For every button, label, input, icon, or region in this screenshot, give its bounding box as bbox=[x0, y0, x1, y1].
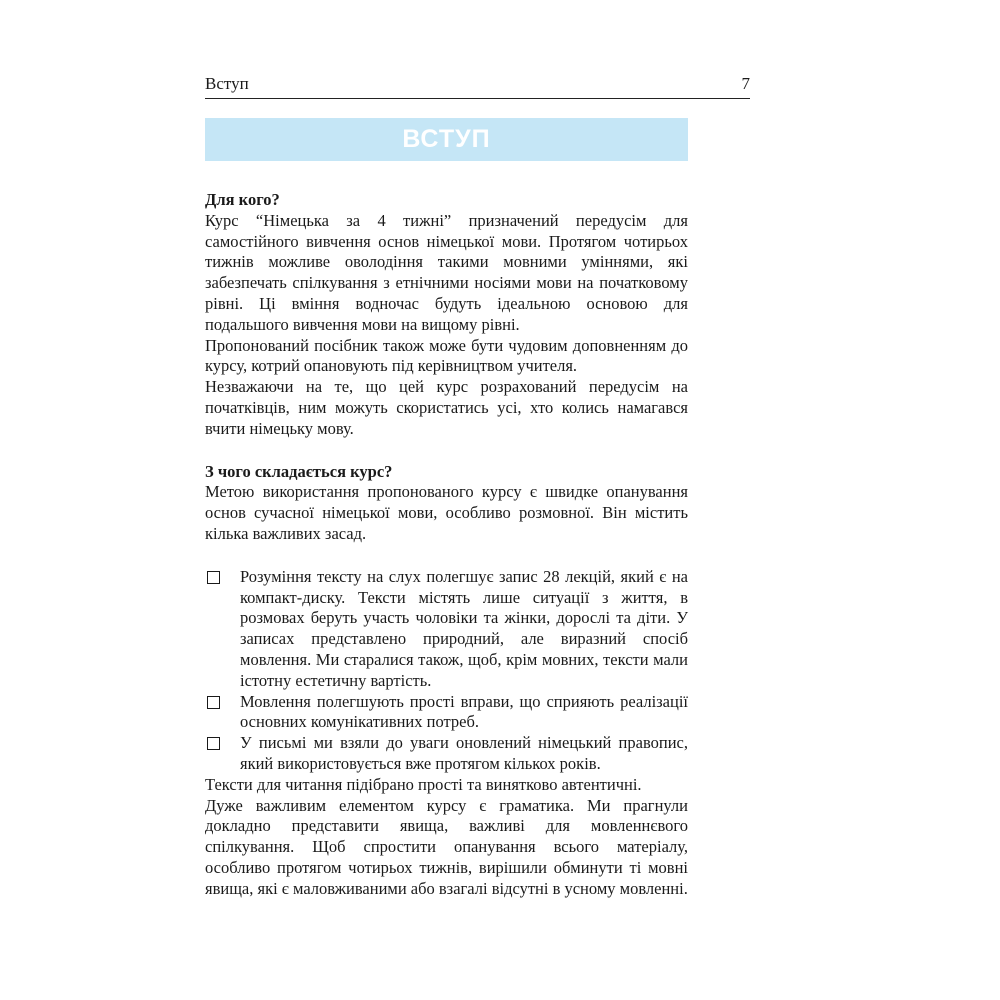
paragraph: Дуже важливим елементом курсу є граматика. Ми прагнули докладно представити явища, важливі для мовленнєвого спілкування. Щоб спростити опанування всього матеріалу, особливо протягом чотирьох тижнів, вирішили обминути ті мовні явища, які є маловживаними або взагалі відсутні в усному мовленні. bbox=[205, 795, 688, 898]
chapter-banner bbox=[205, 118, 688, 161]
list-item bbox=[205, 733, 688, 775]
running-header bbox=[205, 74, 750, 99]
feature-list bbox=[205, 567, 688, 775]
paragraph: Незважаючи на те, що цей курс розрахований передусім на початківців, ним можуть скористатись усі, хто колись намагався вчити німецьку мову. bbox=[205, 377, 688, 438]
checkbox-square-icon bbox=[207, 737, 220, 750]
checkbox-square-icon bbox=[207, 696, 220, 709]
paragraph: Пропонований посібник також може бути чудовим доповненням до курсу, котрий опановують під керівництвом учителя. bbox=[205, 335, 688, 376]
checkbox-square-icon bbox=[207, 571, 220, 584]
list-item bbox=[205, 692, 688, 734]
chapter-title: ВСТУП bbox=[402, 125, 491, 153]
paragraph: Курс “Німецька за 4 тижні” призначений передусім для самостійного вивчення основ німецької мови. Протягом чотирьох тижнів можливе оволодіння такими мовними уміннями, які забезпечать спілкування з етнічними носіями мови на початковому рівні. Ці вміння водночас будуть ідеальною основою для подальшого вивчення мови на вищому рівні. bbox=[205, 210, 688, 334]
page-body bbox=[205, 190, 688, 900]
section-heading-who: Для кого? bbox=[205, 190, 280, 209]
section-title: Вступ bbox=[205, 74, 249, 93]
page-number: 7 bbox=[741, 74, 750, 93]
list-item-text: Мовлення полегшують прості вправи, що сприяють реалізації основних комунікативних потреб. bbox=[240, 691, 688, 732]
paragraph: Метою використання пропонованого курсу є швидке опанування основ сучасної німецької мови, особливо розмовної. Він містить кілька важливих засад. bbox=[205, 482, 688, 543]
list-item-text: У письмі ми взяли до уваги оновлений німецький правопис, який використовується вже протягом кількох років. bbox=[240, 733, 688, 773]
section-heading-contents: З чого складається курс? bbox=[205, 461, 393, 481]
paragraph: Тексти для читання підібрано прості та винятково автентичні. bbox=[205, 774, 642, 794]
list-item bbox=[205, 567, 688, 692]
list-item-text: Розуміння тексту на слух полегшує запис 28 лекцій, який є на компакт-диску. Тексти містять лише ситуації з життя, в розмовах беруть участь чоловіки та жінки, дорослі та діти. У записах представлено природний, але виразний спосіб мовлення. Ми старалися також, щоб, крім мовних, тексти мали істотну естетичну вартість. bbox=[240, 566, 688, 690]
